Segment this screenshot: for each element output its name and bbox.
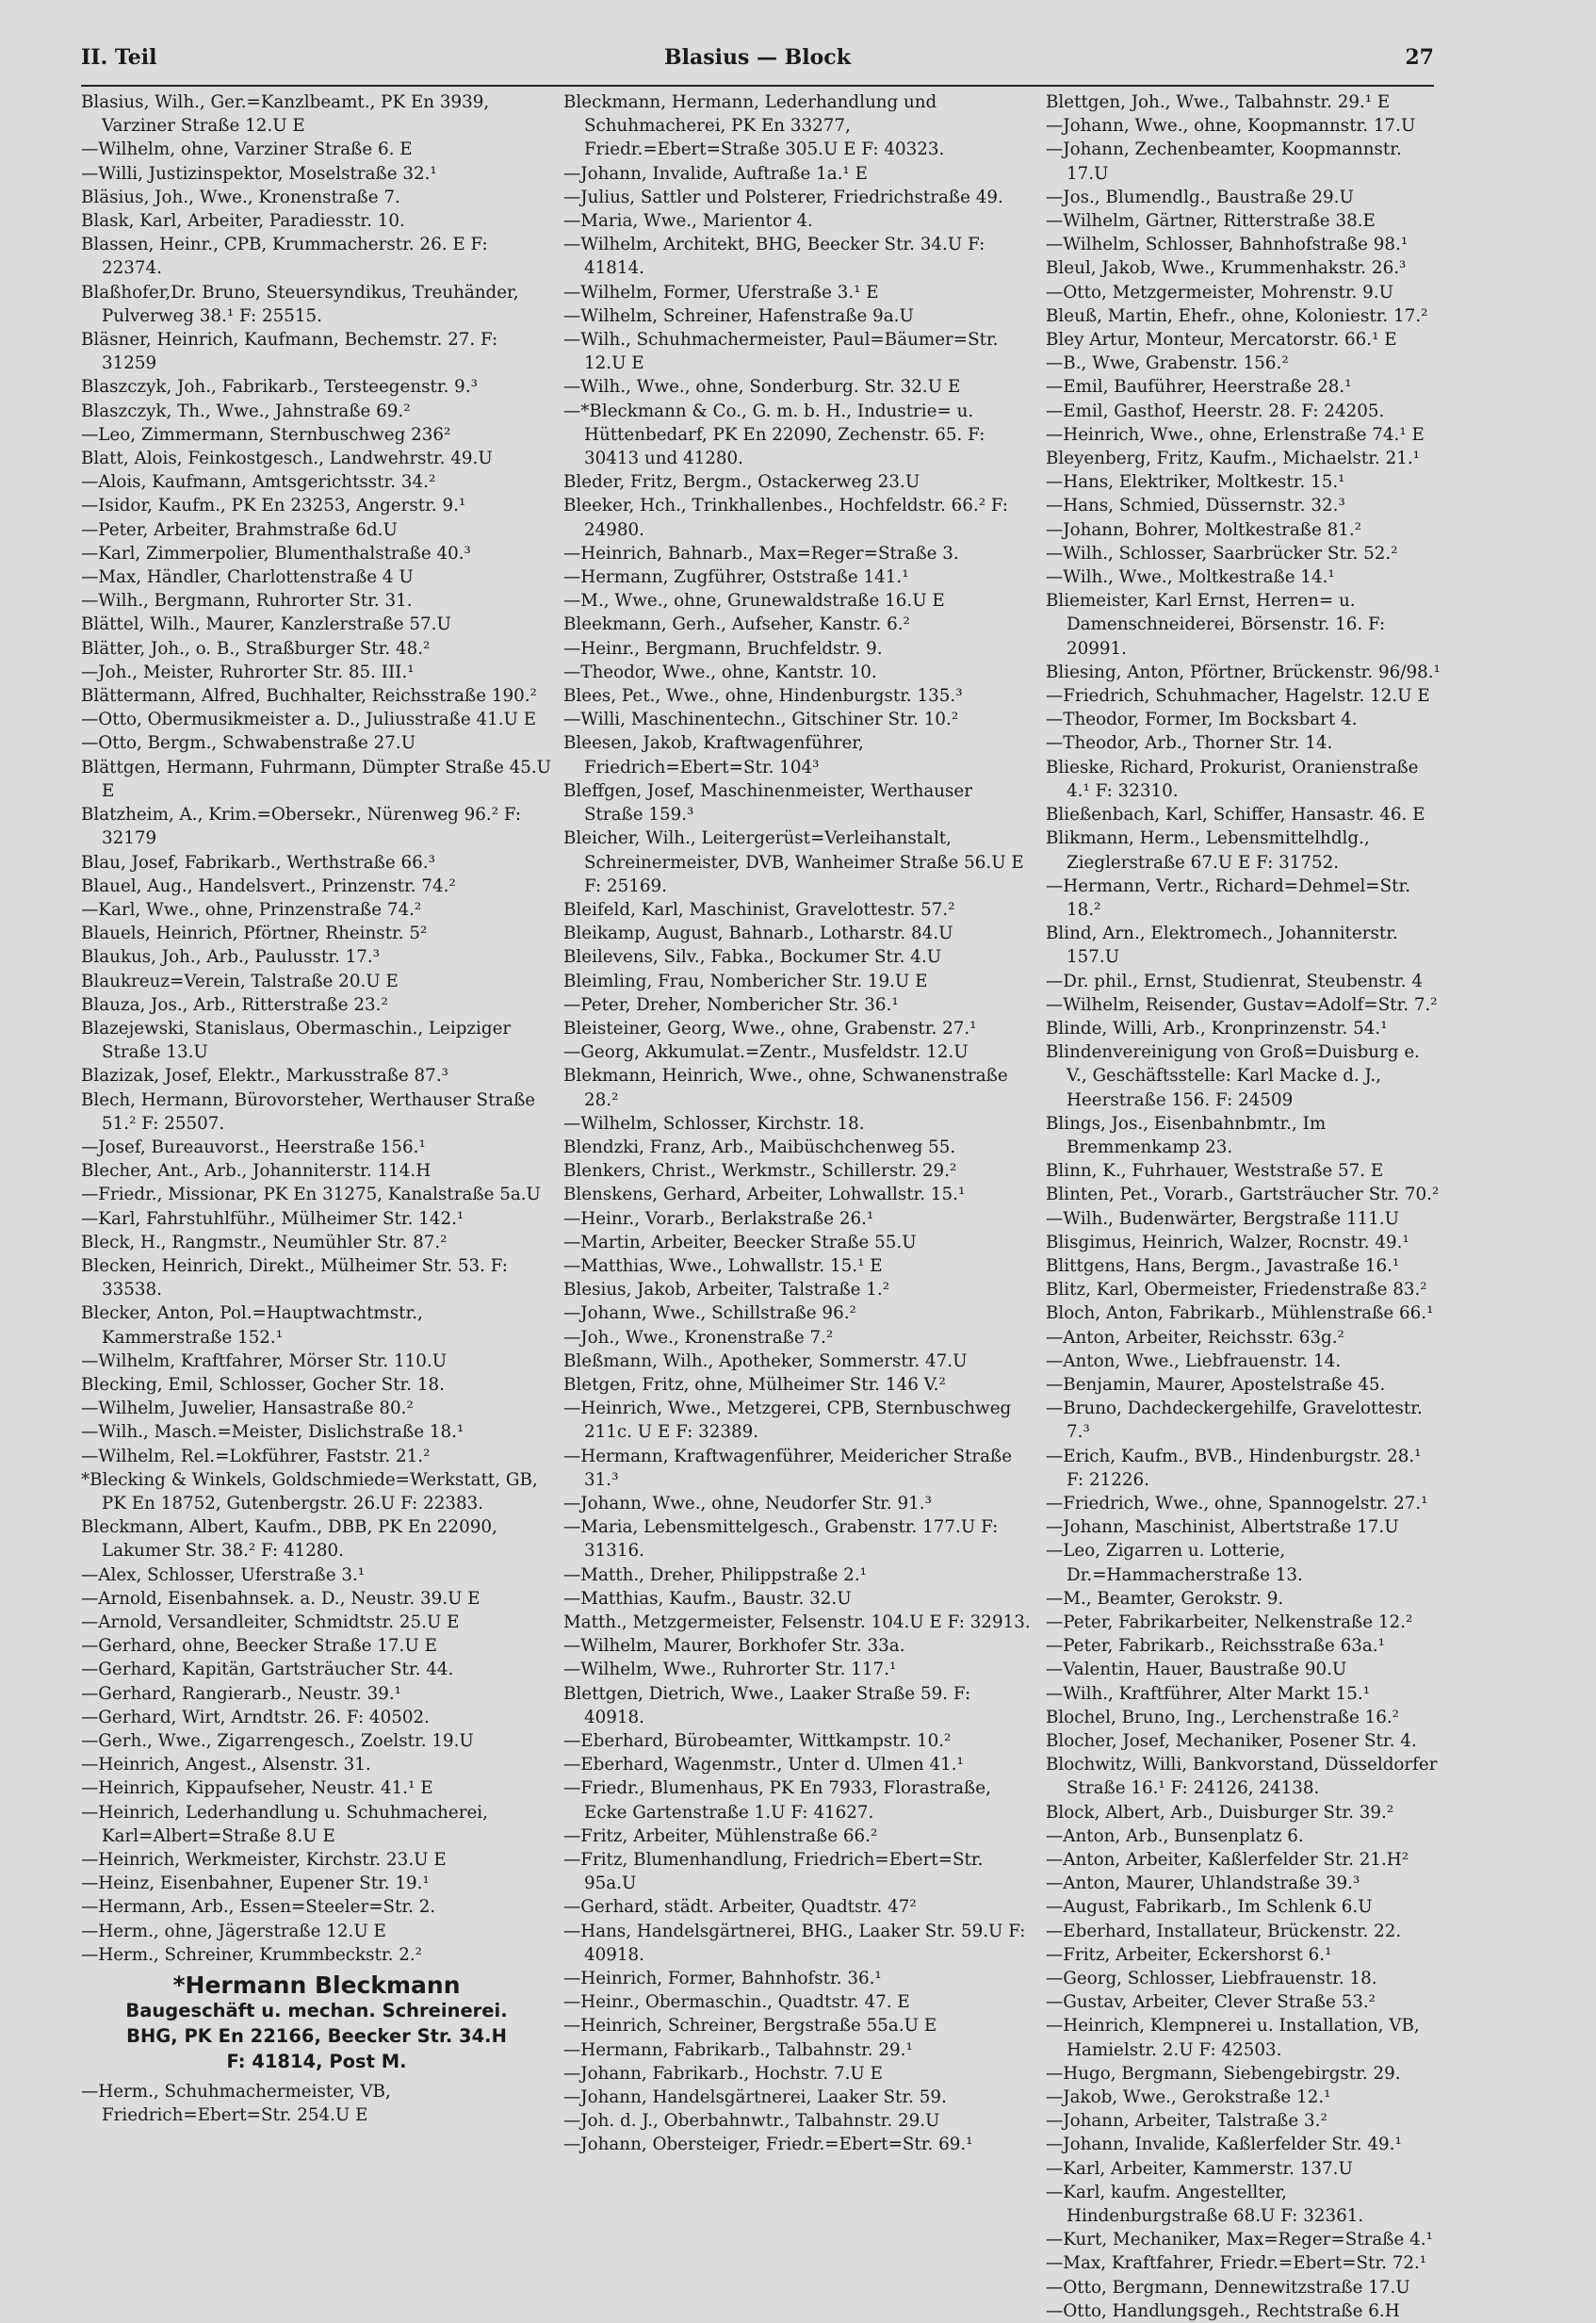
- directory-entry: —Heinr., Obermaschin., Quadtstr. 47. E: [563, 1992, 910, 2013]
- directory-entry: —Anton, Arbeiter, Kaßlerfelder Str. 21.H²: [1046, 1850, 1409, 1871]
- directory-entry: —Herm., Schuhmachermeister, VB, Friedrich=Ebert=Str. 254.U E: [81, 2082, 391, 2126]
- directory-entry: Blettgen, Joh., Wwe., Talbahnstr. 29.¹ E: [1046, 92, 1391, 112]
- directory-entry: —Wilh., Budenwärter, Bergstraße 111.U: [1046, 1208, 1399, 1229]
- directory-entry: Bleck, H., Rangmstr., Neumühler Str. 87.²: [81, 1232, 448, 1252]
- directory-entry: Bleffgen, Josef, Maschinenmeister, Werthauser Straße 159.³: [563, 780, 972, 826]
- directory-entry: Blochel, Bruno, Ing., Lerchenstraße 16.²: [1046, 1707, 1399, 1727]
- directory-entry: —Karl, Wwe., ohne, Prinzenstraße 74.²: [81, 899, 422, 920]
- directory-entry: —Wilhelm, Gärtner, Ritterstraße 38.E: [1046, 211, 1376, 232]
- directory-entry: —Karl, Fahrstuhlführ., Mülheimer Str. 142.¹: [81, 1208, 464, 1229]
- directory-entry: —Johann, Zechenbeamter, Koopmannstr. 17.U: [1046, 139, 1402, 184]
- directory-entry: —Valentin, Hauer, Baustraße 90.U: [1046, 1660, 1347, 1680]
- directory-entry: Blätter, Joh., o. B., Straßburger Str. 48.²: [81, 638, 431, 659]
- directory-entry: Bleyenberg, Fritz, Kaufm., Michaelstr. 21.¹: [1046, 449, 1420, 469]
- directory-entry: Blings, Jos., Eisenbahnbmtr., Im Bremmenkamp 23.: [1046, 1113, 1327, 1157]
- directory-entry: Bleikamp, August, Bahnarb., Lotharstr. 84.U: [563, 924, 953, 944]
- directory-entry: Blecher, Ant., Arb., Johanniterstr. 114.H: [81, 1161, 432, 1182]
- directory-entry: —Matthias, Wwe., Lohwallstr. 15.¹ E: [563, 1255, 883, 1276]
- directory-entry: *Blecking & Winkels, Goldschmiede=Werkstatt, GB, PK En 18752, Gutenbergstr. 26.U F: 22383.: [81, 1469, 538, 1513]
- directory-entry: —Gerhard, städt. Arbeiter, Quadtstr. 47²: [563, 1897, 917, 1918]
- directory-entry: —Maria, Lebensmittelgesch., Grabenstr. 177.U F: 31316.: [563, 1517, 999, 1562]
- directory-entry: Blinn, K., Fuhrhauer, Weststraße 57. E: [1046, 1161, 1384, 1182]
- directory-entry: Blieske, Richard, Prokurist, Oranienstraße 4.¹ F: 32310.: [1046, 757, 1419, 801]
- directory-entry: —Fritz, Blumenhandlung, Friedrich=Ebert=Str. 95a.U: [563, 1850, 984, 1894]
- directory-entry: —Heinrich, Klempnerei u. Installation, VB, Hamielstr. 2.U F: 42503.: [1046, 2016, 1420, 2060]
- directory-entry: —Hermann, Arb., Essen=Steeler=Str. 2.: [81, 1897, 436, 1918]
- directory-entry: —Wilhelm, Schreiner, Hafenstraße 9a.U: [563, 305, 914, 326]
- directory-entry: —Heinrich, Wwe., ohne, Erlenstraße 74.¹ E: [1046, 424, 1425, 445]
- directory-entry: Blecking, Emil, Schlosser, Gocher Str. 18.: [81, 1374, 445, 1395]
- directory-entry: —Heinr., Bergmann, Bruchfeldstr. 9.: [563, 638, 883, 659]
- directory-entry: —Max, Kraftfahrer, Friedr.=Ebert=Str. 72.¹: [1046, 2253, 1427, 2274]
- directory-entry: —Hugo, Bergmann, Siebengebirgstr. 29.: [1046, 2063, 1401, 2084]
- directory-entry: —Wilhelm, ohne, Varziner Straße 6. E: [81, 139, 413, 160]
- directory-entry: —Hermann, Vertr., Richard=Dehmel=Str. 18.²: [1046, 875, 1411, 920]
- directory-entry: —Joh., Meister, Ruhrorter Str. 85. III.¹: [81, 662, 415, 682]
- directory-entry: Blecker, Anton, Pol.=Hauptwachtmstr., Kammerstraße 152.¹: [81, 1303, 423, 1348]
- page-header: [81, 45, 1434, 79]
- directory-entry: —Karl, Arbeiter, Kammerstr. 137.U: [1046, 2158, 1353, 2179]
- directory-entry: —Gerhard, Kapitän, Gartsträucher Str. 44.: [81, 1660, 454, 1680]
- directory-entry: —Wilhelm, Schlosser, Kirchstr. 18.: [563, 1113, 865, 1134]
- column-2-entries: [563, 90, 1034, 2157]
- directory-entry: Bleul, Jakob, Wwe., Krummenhakstr. 26.³: [1046, 258, 1407, 279]
- directory-entry: —Alex, Schlosser, Uferstraße 3.¹: [81, 1564, 366, 1585]
- directory-entry: —Peter, Dreher, Nombericher Str. 36.¹: [563, 994, 899, 1015]
- directory-entry: —Arnold, Eisenbahnsek. a. D., Neustr. 39.U E: [81, 1588, 480, 1609]
- directory-entry: Blees, Pet., Wwe., ohne, Hindenburgstr. 135.³: [563, 686, 963, 707]
- directory-entry: —Wilh., Bergmann, Ruhrorter Str. 31.: [81, 591, 413, 612]
- directory-entry: Bläsius, Joh., Wwe., Kronenstraße 7.: [81, 187, 400, 207]
- column-1-entries-after: [81, 2080, 552, 2127]
- directory-entry: Bleimling, Frau, Nombericher Str. 19.U E: [563, 971, 928, 991]
- directory-entry: Bließenbach, Karl, Schiffer, Hansastr. 46. E: [1046, 805, 1425, 826]
- header-rule: [81, 85, 1434, 87]
- directory-entry: Blassen, Heinr., CPB, Krummacherstr. 26. E F: 22374.: [81, 235, 488, 279]
- directory-entry: —Georg, Schlosser, Liebfrauenstr. 18.: [1046, 1969, 1377, 1989]
- directory-entry: —Gerhard, Rangierarb., Neustr. 39.¹: [81, 1683, 401, 1704]
- directory-entry: —Josef, Bureauvorst., Heerstraße 156.¹: [81, 1137, 426, 1157]
- directory-entry: Bläsner, Heinrich, Kaufmann, Bechemstr. 27. F: 31259: [81, 330, 498, 374]
- directory-entry: —Jos., Blumendlg., Baustraße 29.U: [1046, 187, 1354, 207]
- directory-entry: —Joh., Wwe., Kronenstraße 7.²: [563, 1327, 834, 1348]
- column-1: [81, 90, 552, 2211]
- directory-entry: —M., Wwe., ohne, Grunewaldstraße 16.U E: [563, 591, 945, 612]
- directory-entry: —Julius, Sattler und Polsterer, Friedrichstraße 49.: [563, 187, 1003, 207]
- directory-entry: —Hans, Elektriker, Moltkestr. 15.¹: [1046, 472, 1345, 493]
- directory-entry: —B., Wwe, Grabenstr. 156.²: [1046, 353, 1289, 374]
- directory-entry: —August, Fabrikarb., Im Schlenk 6.U: [1046, 1897, 1373, 1918]
- directory-entry: —Johann, Handelsgärtnerei, Laaker Str. 59.: [563, 2087, 947, 2108]
- directory-entry: —Fritz, Arbeiter, Eckershorst 6.¹: [1046, 1944, 1332, 1965]
- ad-title: *Hermann Bleckmann: [172, 1971, 461, 2000]
- directory-entry: Blaukus, Joh., Arb., Paulusstr. 17.³: [81, 947, 381, 968]
- directory-entry: —Johann, Wwe., Schillstraße 96.²: [563, 1303, 856, 1324]
- directory-entry: —Heinz, Eisenbahner, Eupener Str. 19.¹: [81, 1873, 430, 1894]
- directory-entry: —Matth., Dreher, Philippstraße 2.¹: [563, 1564, 867, 1585]
- directory-entry: —Hermann, Kraftwagenführer, Meidericher Straße 31.³: [563, 1446, 1013, 1490]
- directory-entry: Blech, Hermann, Bürovorsteher, Werthauser Straße 51.² F: 25507.: [81, 1089, 536, 1134]
- directory-entry: Matth., Metzgermeister, Felsenstr. 104.U E F: 32913.: [563, 1612, 1031, 1632]
- directory-entry: Blocher, Josef, Mechaniker, Posener Str. 4.: [1046, 1731, 1417, 1752]
- directory-entry: —Anton, Arbeiter, Reichsstr. 63g.²: [1046, 1327, 1344, 1348]
- directory-entry: —Johann, Wwe., ohne, Neudorfer Str. 91.³: [563, 1493, 932, 1513]
- directory-entry: Blatzheim, A., Krim.=Obersekr., Nürenweg 96.² F: 32179: [81, 805, 522, 849]
- directory-entry: Bleisteiner, Georg, Wwe., ohne, Grabenstr. 27.¹: [563, 1018, 977, 1039]
- page-number: 27: [1405, 45, 1434, 70]
- directory-entry: —Hermann, Fabrikarb., Talbahnstr. 29.¹: [563, 2039, 913, 2060]
- directory-entry: —Wilhelm, Architekt, BHG, Beecker Str. 34.U F: 41814.: [563, 235, 985, 279]
- directory-entry: —Wilhelm, Rel.=Lokführer, Faststr. 21.²: [81, 1446, 431, 1466]
- directory-entry: Bleeker, Hch., Trinkhallenbes., Hochfeldstr. 66.² F: 24980.: [563, 496, 1009, 540]
- directory-entry: Blendzki, Franz, Arb., Maibüschchenweg 55.: [563, 1137, 956, 1157]
- directory-entry: Blindenvereinigung von Groß=Duisburg e. V., Geschäftsstelle: Karl Macke d. J., Heerstraße 156. F: 24509: [1046, 1042, 1420, 1110]
- directory-entry: —Karl, kaufm. Angestellter, Hindenburgstraße 68.U F: 32361.: [1046, 2182, 1364, 2227]
- directory-entry: —Otto, Metzgermeister, Mohrenstr. 9.U: [1046, 282, 1394, 303]
- directory-entry: Blaszczyk, Joh., Fabrikarb., Tersteegenstr. 9.³: [81, 377, 478, 398]
- directory-entry: —Benjamin, Maurer, Apostelstraße 45.: [1046, 1374, 1386, 1395]
- directory-entry: Blenkers, Christ., Werkmstr., Schillerstr. 29.²: [563, 1161, 957, 1182]
- directory-entry: —Heinrich, Kippaufseher, Neustr. 41.¹ E: [81, 1778, 433, 1799]
- directory-entry: Bley Artur, Monteur, Mercatorstr. 66.¹ E: [1046, 330, 1397, 351]
- directory-entry: —Heinrich, Werkmeister, Kirchstr. 23.U E: [81, 1850, 447, 1871]
- column-3: [1046, 90, 1441, 2321]
- directory-entry: —Gerh., Wwe., Zigarrengesch., Zoelstr. 19.U: [81, 1731, 474, 1752]
- directory-entry: Blenskens, Gerhard, Arbeiter, Lohwallstr. 15.¹: [563, 1185, 966, 1205]
- directory-entry: —Peter, Fabrikarb., Reichsstraße 63a.¹: [1046, 1636, 1385, 1657]
- directory-entry: Blauel, Aug., Handelsvert., Prinzenstr. 74.²: [81, 875, 456, 896]
- directory-entry: Blaszczyk, Th., Wwe., Jahnstraße 69.²: [81, 401, 411, 421]
- directory-entry: —Johann, Fabrikarb., Hochstr. 7.U E: [563, 2063, 883, 2084]
- directory-entry: —Friedrich, Schuhmacher, Hagelstr. 12.U E: [1046, 686, 1430, 707]
- directory-entry: Bliesing, Anton, Pförtner, Brückenstr. 96/98.¹: [1046, 662, 1441, 682]
- directory-entry: —Hermann, Zugführer, Oststraße 141.¹: [563, 567, 909, 588]
- directory-entry: —Heinrich, Angest., Alsenstr. 31.: [81, 1755, 371, 1775]
- directory-entry: Blitz, Karl, Obermeister, Friedenstraße 83.²: [1046, 1280, 1427, 1301]
- directory-entry: —Dr. phil., Ernst, Studienrat, Steubenstr. 4: [1046, 971, 1423, 991]
- directory-entry: —Bruno, Dachdeckergehilfe, Gravelottestr. 7.³: [1046, 1399, 1423, 1443]
- directory-entry: Blauza, Jos., Arb., Ritterstraße 23.²: [81, 994, 388, 1015]
- directory-entry: —Wilh., Wwe., ohne, Sonderburg. Str. 32.U E: [563, 377, 961, 398]
- directory-entry: —Johann, Bohrer, Moltkestraße 81.²: [1046, 519, 1362, 540]
- directory-entry: —Anton, Arb., Bunsenplatz 6.: [1046, 1825, 1304, 1846]
- directory-entry: —Gerhard, ohne, Beecker Straße 17.U E: [81, 1636, 437, 1657]
- directory-entry: —Herm., Schreiner, Krummbeckstr. 2.²: [81, 1944, 422, 1965]
- directory-entry: Bletgen, Fritz, ohne, Mülheimer Str. 146 V.²: [563, 1374, 946, 1395]
- directory-entry: Bloch, Anton, Fabrikarb., Mühlenstraße 66.¹: [1046, 1303, 1434, 1324]
- directory-entry: —Theodor, Former, Im Bocksbart 4.: [1046, 710, 1358, 730]
- directory-entry: —Hans, Schmied, Düssernstr. 32.³: [1046, 496, 1345, 516]
- directory-entry: —Herm., ohne, Jägerstraße 12.U E: [81, 1921, 386, 1941]
- directory-entry: —Martin, Arbeiter, Beecker Straße 55.U: [563, 1232, 917, 1252]
- directory-entry: Blättel, Wilh., Maurer, Kanzlerstraße 57.U: [81, 614, 451, 635]
- directory-entry: Blaßhofer,Dr. Bruno, Steuersyndikus, Treuhänder, Pulverweg 38.¹ F: 25515.: [81, 282, 519, 326]
- directory-entry: —Heinrich, Bahnarb., Max=Reger=Straße 3.: [563, 543, 959, 564]
- directory-entry: —Johann, Obersteiger, Friedr.=Ebert=Str. 69.¹: [563, 2135, 973, 2155]
- directory-entry: —Wilhelm, Wwe., Ruhrorter Str. 117.¹: [563, 1660, 897, 1680]
- directory-entry: Blinde, Willi, Arb., Kronprinzenstr. 54.¹: [1046, 1018, 1388, 1039]
- directory-entry: —Jakob, Wwe., Gerokstraße 12.¹: [1046, 2087, 1331, 2108]
- column-2: [563, 90, 1034, 2211]
- directory-entry: Bleder, Fritz, Bergm., Ostackerweg 23.U: [563, 472, 920, 493]
- directory-entry: —Hans, Handelsgärtnerei, BHG., Laaker Str. 59.U F: 40918.: [563, 1921, 1026, 1965]
- directory-entry: Block, Albert, Arb., Duisburger Str. 39.²: [1046, 1802, 1394, 1823]
- directory-entry: Blättermann, Alfred, Buchhalter, Reichsstraße 190.²: [81, 686, 537, 707]
- header-range: Blasius — Block: [664, 45, 851, 70]
- advertisement: [81, 1972, 552, 2074]
- directory-entry: Blättgen, Hermann, Fuhrmann, Dümpter Straße 45.U E: [81, 757, 552, 801]
- directory-entry: Blittgens, Hans, Bergm., Javastraße 16.¹: [1046, 1255, 1400, 1276]
- directory-entry: —Wilhelm, Maurer, Borkhofer Str. 33a.: [563, 1636, 905, 1657]
- directory-entry: —Heinrich, Former, Bahnhofstr. 36.¹: [563, 1969, 882, 1989]
- directory-entry: —Peter, Fabrikarbeiter, Nelkenstraße 12.²: [1046, 1612, 1413, 1632]
- directory-entry: —Heinr., Vorarb., Berlakstraße 26.¹: [563, 1208, 874, 1229]
- directory-entry: Blaukreuz=Verein, Talstraße 20.U E: [81, 971, 399, 991]
- directory-entry: —Georg, Akkumulat.=Zentr., Musfeldstr. 12.U: [563, 1042, 969, 1063]
- directory-entry: —Otto, Obermusikmeister a. D., Juliusstraße 41.U E: [81, 710, 537, 730]
- directory-entry: —Johann, Invalide, Kaßlerfelder Str. 49.¹: [1046, 2135, 1402, 2155]
- directory-entry: —Max, Händler, Charlottenstraße 4 U: [81, 567, 414, 588]
- directory-entry: —Wilh., Wwe., Moltkestraße 14.¹: [1046, 567, 1335, 588]
- directory-entry: —Gustav, Arbeiter, Clever Straße 53.²: [1046, 1992, 1376, 2013]
- directory-entry: Blazizak, Josef, Elektr., Markusstraße 87.³: [81, 1066, 448, 1087]
- directory-entry: —Karl, Zimmerpolier, Blumenthalstraße 40.³: [81, 543, 471, 564]
- directory-entry: —Theodor, Arb., Thorner Str. 14.: [1046, 733, 1333, 754]
- directory-entry: Blasius, Wilh., Ger.=Kanzlbeamt., PK En 3939, Varziner Straße 12.U E: [81, 92, 490, 137]
- directory-entry: —Kurt, Mechaniker, Max=Reger=Straße 4.¹: [1046, 2230, 1433, 2250]
- directory-entry: —Wilhelm, Reisender, Gustav=Adolf=Str. 7.²: [1046, 994, 1438, 1015]
- ad-line: F: 41814, Post M.: [226, 2051, 407, 2073]
- directory-entry: Blettgen, Dietrich, Wwe., Laaker Straße 59. F: 40918.: [563, 1683, 971, 1727]
- directory-entry: —Wilhelm, Kraftfahrer, Mörser Str. 110.U: [81, 1350, 448, 1371]
- directory-entry: —Heinrich, Schreiner, Bergstraße 55a.U E: [563, 2016, 937, 2037]
- directory-entry: —Otto, Handlungsgeh., Rechtstraße 6.H: [1046, 2300, 1400, 2321]
- directory-entry: —Friedr., Blumenhaus, PK En 7933, Florastraße, Ecke Gartenstraße 1.U F: 41627.: [563, 1778, 991, 1823]
- directory-entry: Blekmann, Heinrich, Wwe., ohne, Schwanenstraße 28.²: [563, 1066, 1008, 1110]
- directory-entry: —Arnold, Versandleiter, Schmidtstr. 25.U E: [81, 1612, 460, 1632]
- directory-entry: Blecken, Heinrich, Direkt., Mülheimer Str. 53. F: 33538.: [81, 1255, 508, 1301]
- directory-entry: —Willi, Justizinspektor, Moselstraße 32.¹: [81, 163, 437, 184]
- directory-entry: —Leo, Zigarren u. Lotterie, Dr.=Hammacherstraße 13.: [1046, 1541, 1303, 1585]
- directory-entry: —Wilhelm, Former, Uferstraße 3.¹ E: [563, 282, 879, 303]
- directory-entry: Blinten, Pet., Vorarb., Gartsträucher Str. 70.²: [1046, 1185, 1440, 1205]
- directory-entry: Blau, Josef, Fabrikarb., Werthstraße 66.³: [81, 852, 435, 873]
- directory-entry: —Heinrich, Wwe., Metzgerei, CPB, Sternbuschweg 211c. U E F: 32389.: [563, 1399, 1012, 1443]
- directory-entry: —Eberhard, Bürobeamter, Wittkampstr. 10.²: [563, 1731, 952, 1752]
- directory-entry: Bleekmann, Gerh., Aufseher, Kanstr. 6.²: [563, 614, 910, 635]
- directory-entry: —Johann, Wwe., ohne, Koopmannstr. 17.U: [1046, 116, 1416, 137]
- directory-entry: —Peter, Arbeiter, Brahmstraße 6d.U: [81, 519, 398, 540]
- directory-entry: Blesius, Jakob, Arbeiter, Talstraße 1.²: [563, 1280, 890, 1301]
- directory-entry: Bleuß, Martin, Ehefr., ohne, Koloniestr. 17.²: [1046, 305, 1428, 326]
- directory-entry: —Otto, Bergmann, Dennewitzstraße 17.U: [1046, 2277, 1410, 2298]
- directory-entry: Bleckmann, Hermann, Lederhandlung und Schuhmacherei, PK En 33277, Friedr.=Ebert=Straße 305.U E F: 40323.: [563, 92, 945, 160]
- directory-entry: Blochwitz, Willi, Bankvorstand, Düsseldorfer Straße 16.¹ F: 24126, 24138.: [1046, 1755, 1438, 1799]
- directory-entry: Bleßmann, Wilh., Apotheker, Sommerstr. 47.U: [563, 1350, 968, 1371]
- directory-entry: —Johann, Invalide, Auftraße 1a.¹ E: [563, 163, 868, 184]
- directory-entry: —Eberhard, Installateur, Brückenstr. 22.: [1046, 1921, 1402, 1941]
- column-3-entries: [1046, 90, 1441, 2323]
- directory-entry: —*Bleckmann & Co., G. m. b. H., Industrie= u. Hüttenbedarf, PK En 22090, Zechenstr. 65. F: 30413 und 41280.: [563, 401, 985, 469]
- directory-entry: —Johann, Arbeiter, Talstraße 3.²: [1046, 2111, 1327, 2132]
- directory-entry: —Friedrich, Wwe., ohne, Spannogelstr. 27.¹: [1046, 1493, 1428, 1513]
- directory-entry: Blikmann, Herm., Lebensmittelhdlg., Zieglerstraße 67.U E F: 31752.: [1046, 828, 1370, 873]
- directory-entry: —Friedr., Missionar, PK En 31275, Kanalstraße 5a.U: [81, 1185, 541, 1205]
- directory-entry: —Alois, Kaufmann, Amtsgerichtsstr. 34.²: [81, 472, 436, 493]
- directory-entry: —Erich, Kaufm., BVB., Hindenburgstr. 28.¹ F: 21226.: [1046, 1446, 1422, 1490]
- column-1-entries: [81, 90, 552, 1967]
- directory-entry: Blazejewski, Stanislaus, Obermaschin., Leipziger Straße 13.U: [81, 1018, 512, 1063]
- directory-entry: Bleilevens, Silv., Fabka., Bockumer Str. 4.U: [563, 947, 942, 968]
- directory-entry: —Anton, Wwe., Liebfrauenstr. 14.: [1046, 1350, 1342, 1371]
- directory-entry: —Leo, Zimmermann, Sternbuschweg 236²: [81, 424, 451, 445]
- directory-entry: Bleicher, Wilh., Leitergerüst=Verleihanstalt, Schreinermeister, DVB, Wanheimer Straße 56.U E F: 25169.: [563, 828, 1024, 896]
- ad-line: BHG, PK En 22166, Beecker Str. 34.H: [126, 2025, 507, 2048]
- directory-entry: —Johann, Maschinist, Albertstraße 17.U: [1046, 1517, 1399, 1538]
- directory-entry: Blisgimus, Heinrich, Walzer, Rocnstr. 49.¹: [1046, 1232, 1409, 1252]
- directory-entry: —Matthias, Kaufm., Baustr. 32.U: [563, 1588, 852, 1609]
- ad-line: Baugeschäft u. mechan. Schreinerei.: [125, 2000, 508, 2022]
- directory-entry: —Joh. d. J., Oberbahnwtr., Talbahnstr. 29.U: [563, 2111, 940, 2132]
- directory-entry: —Isidor, Kaufm., PK En 23253, Angerstr. 9.¹: [81, 496, 466, 516]
- directory-entry: —Wilh., Schlosser, Saarbrücker Str. 52.²: [1046, 543, 1398, 564]
- directory-entry: Blask, Karl, Arbeiter, Paradiesstr. 10.: [81, 211, 405, 232]
- directory-entry: —Eberhard, Wagenmstr., Unter d. Ulmen 41.¹: [563, 1755, 964, 1775]
- directory-entry: —Otto, Bergm., Schwabenstraße 27.U: [81, 733, 416, 754]
- directory-entry: —Wilh., Masch.=Meister, Dislichstraße 18.¹: [81, 1422, 464, 1443]
- directory-entry: Bleifeld, Karl, Maschinist, Gravelottestr. 57.²: [563, 899, 955, 920]
- directory-entry: Blauels, Heinrich, Pförtner, Rheinstr. 5²: [81, 924, 428, 944]
- directory-entry: —Theodor, Wwe., ohne, Kantstr. 10.: [563, 662, 877, 682]
- directory-entry: Bleesen, Jakob, Kraftwagenführer, Friedrich=Ebert=Str. 104³: [563, 733, 864, 777]
- directory-entry: —Anton, Maurer, Uhlandstraße 39.³: [1046, 1873, 1360, 1894]
- directory-entry: —Emil, Bauführer, Heerstraße 28.¹: [1046, 377, 1352, 398]
- directory-entry: —Wilh., Kraftführer, Alter Markt 15.¹: [1046, 1683, 1371, 1704]
- directory-entry: —Wilhelm, Juwelier, Hansastraße 80.²: [81, 1399, 414, 1419]
- directory-entry: Bliemeister, Karl Ernst, Herren= u. Damenschneiderei, Börsenstr. 16. F: 20991.: [1046, 591, 1386, 659]
- directory-entry: Blatt, Alois, Feinkostgesch., Landwehrstr. 49.U: [81, 449, 493, 469]
- directory-entry: Bleckmann, Albert, Kaufm., DBB, PK En 22090, Lakumer Str. 38.² F: 41280.: [81, 1517, 497, 1562]
- directory-entry: —Wilh., Schuhmachermeister, Paul=Bäumer=Str. 12.U E: [563, 330, 999, 374]
- directory-entry: —M., Beamter, Gerokstr. 9.: [1046, 1588, 1284, 1609]
- directory-entry: —Willi, Maschinentechn., Gitschiner Str. 10.²: [563, 710, 959, 730]
- directory-entry: —Fritz, Arbeiter, Mühlenstraße 66.²: [563, 1825, 878, 1846]
- header-section: II. Teil: [81, 45, 157, 70]
- directory-entry: —Gerhard, Wirt, Arndtstr. 26. F: 40502.: [81, 1707, 430, 1727]
- directory-entry: Blind, Arn., Elektromech., Johanniterstr. 157.U: [1046, 924, 1398, 968]
- directory-entry: —Emil, Gasthof, Heerstr. 28. F: 24205.: [1046, 401, 1385, 421]
- directory-entry: —Wilhelm, Schlosser, Bahnhofstraße 98.¹: [1046, 235, 1409, 255]
- directory-entry: —Maria, Wwe., Marientor 4.: [563, 211, 813, 232]
- directory-entry: —Heinrich, Lederhandlung u. Schuhmacherei, Karl=Albert=Straße 8.U E: [81, 1802, 488, 1846]
